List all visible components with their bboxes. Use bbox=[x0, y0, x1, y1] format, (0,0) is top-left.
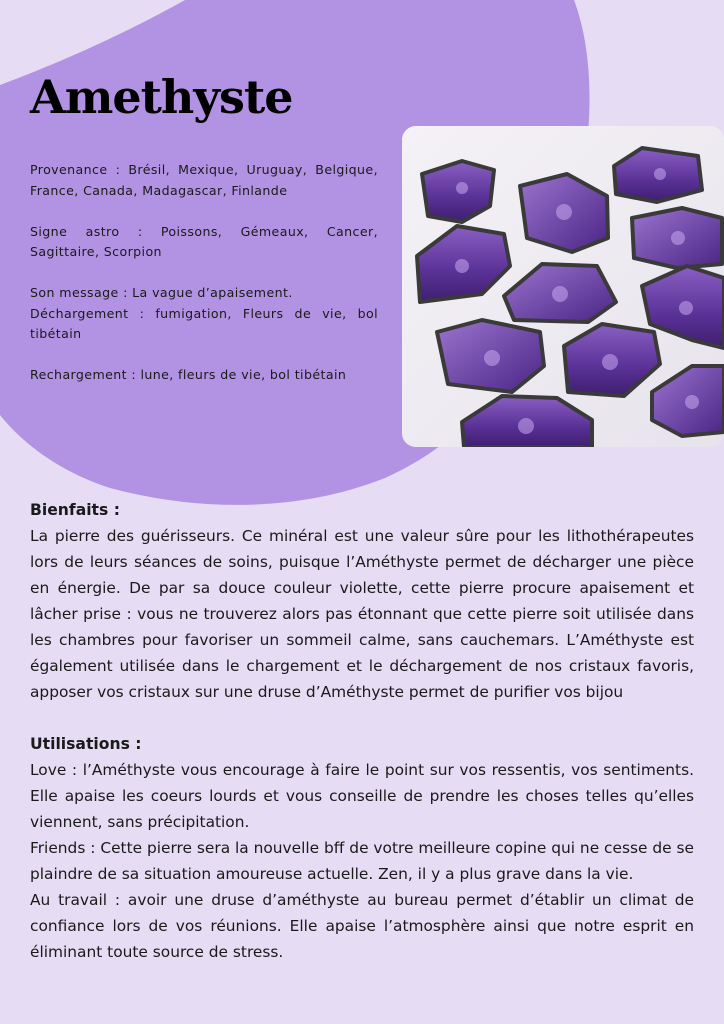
amethyst-clusters-illustration bbox=[402, 126, 724, 447]
amethyst-clusters-photo bbox=[402, 126, 724, 447]
uses-work-text: Au travail : avoir une druse d’améthyste au bureau permet d’établir un climat de confiance lors de vos réunions. Elle apaise l’atmosphère ainsi que notre esprit en éliminant toute source de stress. bbox=[30, 891, 694, 961]
benefits-text: La pierre des guérisseurs. Ce minéral est une valeur sûre pour les lithothérapeutes lors de leurs séances de soins, puisque l’Améthyste permet de décharger une pièce en énergie. De par sa douce couleur violette, cette pierre procure apaisement et lâcher prise : vous ne trouverez alors pas étonnant que cette pierre soit utilisée dans les chambres pour favoriser un sommeil calme, sans cauchemars. L’Améthyste est également utilisée dans le chargement et le déchargement de nos cristaux favoris, apposer vos cristaux sur une druse d’Améthyste permet de purifier vos bijou bbox=[30, 527, 694, 701]
uses-heading: Utilisations : bbox=[30, 735, 142, 753]
benefits-heading: Bienfaits : bbox=[30, 501, 120, 519]
uses-love-text: Love : l’Améthyste vous encourage à faire le point sur vos ressentis, vos sentiments. Elle apaise les coeurs lourds et vous conseille de prendre les choses telles qu’elles viennent, sans précipitation. bbox=[30, 761, 694, 831]
recharge-text: Rechargement : lune, fleurs de vie, bol tibétain bbox=[30, 367, 347, 382]
description-section bbox=[30, 497, 694, 965]
discharge-text: Déchargement : fumigation, Fleurs de vie, bol tibétain bbox=[30, 305, 378, 341]
astro-sign-text: Signe astro : Poissons, Gémeaux, Cancer, Sagittaire, Scorpion bbox=[30, 223, 378, 259]
page-title: Amethyste bbox=[30, 70, 293, 124]
uses-friends-text: Friends : Cette pierre sera la nouvelle bff de votre meilleure copine qui ne cesse de se plaindre de sa situation amoureuse actuelle. Zen, il y a plus grave dans la vie. bbox=[30, 839, 694, 883]
provenance-text: Provenance : Brésil, Mexique, Uruguay, Belgique, France, Canada, Madagascar, Finlande bbox=[30, 162, 378, 198]
message-text: Son message : La vague d’apaisement. bbox=[30, 285, 293, 300]
stone-info-block bbox=[30, 160, 378, 406]
